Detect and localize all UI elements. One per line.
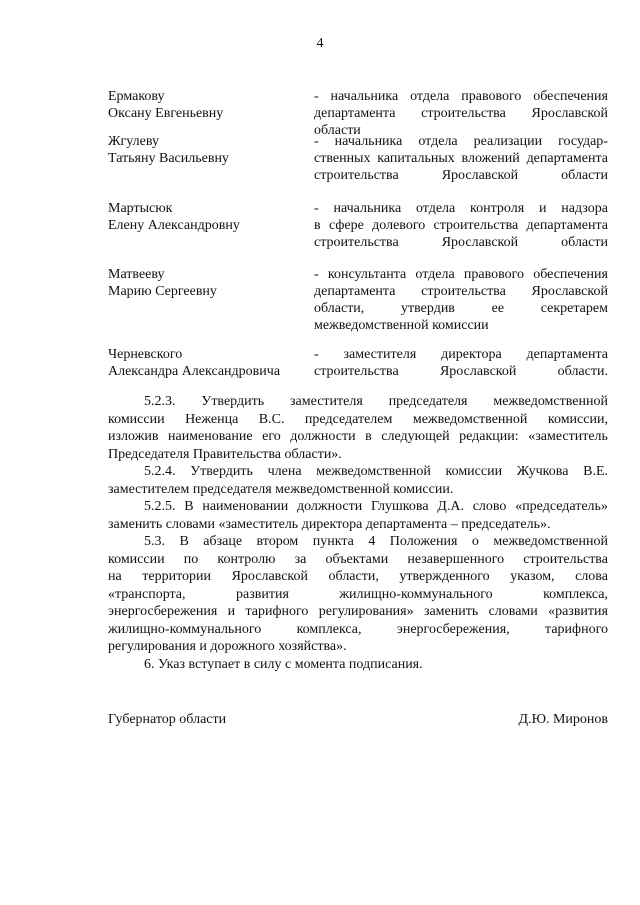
paragraph-line [108, 428, 608, 446]
word: в [365, 429, 372, 444]
word: Ярославской [531, 106, 608, 121]
word: В.С. [258, 411, 285, 427]
appointee-name-line: Оксану Евгеньевну [108, 106, 224, 121]
page-number: 4 [316, 36, 324, 51]
word: Ярославской [439, 364, 517, 379]
paragraph-line [108, 481, 608, 499]
word: заместителем председателя межведомственной комиссии. [108, 481, 454, 497]
word: о [471, 534, 479, 549]
word: указом, [510, 569, 555, 584]
word: правового [461, 89, 522, 104]
word: наименовании [202, 499, 289, 514]
paragraph-line [108, 533, 608, 551]
word: в [314, 218, 321, 233]
word: Положения [389, 534, 458, 549]
word: тарифного [545, 621, 608, 637]
word: 5.3. [144, 534, 165, 549]
word: заменить словами «заместитель директора департамента – председатель». [108, 516, 551, 532]
appointee-name-line: Ермакову [108, 89, 165, 104]
appointee-name [108, 200, 308, 234]
word: строительства [523, 551, 608, 567]
word: долевого [372, 218, 426, 233]
word: комиссии [108, 411, 165, 427]
word: энергосбережения, [396, 621, 510, 637]
word: строительства [421, 106, 506, 121]
paragraph-line [108, 446, 608, 464]
position-line [314, 283, 608, 300]
word: начальника [333, 201, 402, 216]
word: Утвердить [190, 464, 253, 479]
word: «заместитель [528, 429, 608, 444]
word: «председатель» [515, 499, 608, 514]
word: - [314, 267, 319, 282]
word: реализации [473, 134, 543, 149]
appointee-name-line: Мартысюк [108, 201, 173, 216]
word: департамента [314, 284, 396, 299]
word: незавершенного [407, 551, 505, 567]
word: вложений [461, 151, 520, 166]
word: В [184, 499, 194, 514]
word: секретарем [540, 301, 608, 316]
word: области. [557, 364, 608, 379]
position-line [314, 217, 608, 234]
appointee-name-line: Жгулеву [108, 134, 160, 149]
word: «развития [548, 604, 608, 619]
word: обеспечения [533, 89, 608, 104]
word: 6. Указ вступает в силу с момента подписания. [144, 656, 423, 672]
decree-paragraph [108, 463, 608, 498]
word: редакции: [459, 429, 519, 444]
word: изложив [108, 429, 159, 444]
word: жилищно-коммунального [339, 586, 493, 602]
word: - [314, 134, 319, 149]
word: межведомственной [493, 394, 608, 409]
word: «транспорта, [108, 586, 186, 602]
paragraph-line [108, 498, 608, 516]
word: территории [142, 569, 212, 584]
word: надзора [561, 201, 608, 216]
paragraph-line [108, 516, 608, 534]
word: словами [488, 604, 538, 619]
word: Ярославской [531, 284, 608, 299]
signatory-title: Губернатор области [108, 712, 227, 727]
word: В [179, 534, 189, 549]
appointee-position [314, 346, 608, 380]
appointee-name-line: Марию Сергеевну [108, 284, 217, 299]
word: ее [491, 301, 505, 316]
position-line [314, 88, 608, 105]
paragraph-line [108, 621, 608, 639]
word: комиссии, [547, 411, 608, 427]
word: строительства [314, 235, 399, 250]
word: слово [472, 499, 507, 514]
word: следующей [381, 429, 450, 444]
word: Жучкова [516, 464, 569, 479]
word: жилищно-коммунального [108, 621, 262, 637]
word: строительства [421, 284, 506, 299]
position-line [314, 200, 608, 217]
decree-paragraph [108, 533, 608, 656]
paragraph-line [108, 393, 608, 411]
position-line [314, 167, 608, 184]
word: 5.2.4. [144, 464, 176, 479]
word: государ- [558, 134, 608, 149]
word: области, [328, 569, 379, 584]
word: регулирования» [318, 604, 414, 619]
position-line [314, 133, 608, 150]
decree-paragraph [108, 498, 608, 533]
word: отдела [410, 89, 450, 104]
position-line [314, 317, 608, 334]
word: 5.2.5. [144, 499, 176, 514]
word: комплекса, [543, 586, 608, 602]
word: правового [463, 267, 525, 282]
word: межведомственной [316, 464, 431, 479]
position-line [314, 150, 608, 167]
word: контролю [217, 551, 276, 567]
word: утвержденного [399, 569, 490, 584]
appointee-name-line: Елену Александровну [108, 218, 240, 233]
word: 4 [368, 534, 376, 549]
word: его [262, 429, 281, 444]
paragraph-line [108, 586, 608, 604]
word: департамента [526, 151, 608, 166]
word: начальника [330, 89, 399, 104]
appointee-name [108, 346, 308, 380]
word: Председателя Правительства области». [108, 446, 342, 462]
word: обеспечения [533, 267, 608, 282]
appointee-name-line: Матвееву [108, 267, 165, 282]
paragraph-line [108, 638, 608, 656]
paragraph-line [108, 463, 608, 481]
position-line [314, 363, 608, 380]
word: должности [290, 429, 356, 444]
appointee-position [314, 88, 608, 139]
word: межведомственной [412, 411, 528, 427]
paragraph-line [108, 411, 608, 429]
word: межведомственной [493, 534, 608, 549]
word: пункта [312, 534, 354, 549]
word: заместителя [290, 394, 363, 409]
appointee-name [108, 88, 308, 122]
word: комиссии [108, 551, 165, 567]
position-line [314, 105, 608, 122]
word: Ярославской [441, 168, 519, 183]
position-line [314, 346, 608, 363]
word: Ярославской [231, 569, 308, 584]
appointee-name-line: Черневского [108, 347, 183, 362]
paragraph-line [108, 568, 608, 586]
word: начальника [334, 134, 403, 149]
word: Утвердить [201, 394, 265, 409]
word: развития [236, 586, 289, 602]
word: наименование [167, 429, 253, 444]
word: тарифного [245, 604, 309, 619]
position-line [314, 300, 608, 317]
word: слова [575, 569, 608, 584]
word: председателя [388, 394, 468, 409]
word: директора [441, 347, 502, 362]
appointee-name-line: Татьяну Васильевну [108, 151, 229, 166]
word: утвердив [401, 301, 455, 316]
word: строительства [314, 168, 399, 183]
word: комплекса, [296, 621, 362, 637]
word: межведомственной [314, 318, 429, 333]
word: Ярославской [441, 235, 519, 250]
word: департамента [526, 347, 608, 362]
word: департамента [526, 218, 608, 233]
word: ственных [314, 151, 371, 166]
decree-paragraph [108, 656, 608, 674]
word: абзаце [203, 534, 243, 549]
appointee-name-line: Александра Александровича [108, 364, 281, 379]
word: за [294, 551, 307, 567]
word: - [314, 201, 319, 216]
position-line [314, 266, 608, 283]
word: строительства [314, 364, 399, 379]
word: 5.2.3. [144, 394, 176, 409]
signatory-name: Д.Ю. Миронов [518, 712, 608, 727]
word: заменить [423, 604, 479, 619]
word: отдела [418, 134, 458, 149]
word: заместителя [343, 347, 417, 362]
word: контроля [470, 201, 525, 216]
position-line [314, 234, 608, 251]
word: регулирования и дорожного хозяйства». [108, 639, 347, 654]
word: капитальных [377, 151, 455, 166]
appointee-name [108, 266, 308, 300]
word: отдела [415, 267, 455, 282]
paragraph-line [108, 603, 608, 621]
word: консультанта [327, 267, 407, 282]
paragraph-line [108, 551, 608, 569]
decree-body [108, 393, 608, 673]
word: области [561, 168, 608, 183]
word: члена [267, 464, 302, 479]
appointee-position [314, 133, 608, 184]
appointee-name [108, 133, 308, 167]
word: и [538, 201, 547, 216]
word: энергосбережения [108, 604, 218, 619]
word: Глушкова [371, 499, 429, 514]
word: области [561, 235, 608, 250]
word: области [314, 123, 361, 138]
word: строительства [433, 218, 519, 233]
word: департамента [314, 106, 396, 121]
word: должности [296, 499, 363, 514]
word: на [108, 569, 122, 584]
word: и [227, 604, 236, 619]
decree-paragraph [108, 393, 608, 463]
word: Неженца [185, 411, 239, 427]
word: отдела [415, 201, 456, 216]
signature-block [108, 712, 608, 728]
word: по [183, 551, 199, 567]
paragraph-line [108, 656, 608, 674]
appointee-position [314, 266, 608, 334]
word: - [314, 347, 319, 362]
word: сфере [328, 218, 364, 233]
word: комиссии [432, 318, 489, 333]
word: председателем [304, 411, 393, 427]
word: Д.А. [437, 499, 464, 514]
word: объектами [325, 551, 389, 567]
appointee-position [314, 200, 608, 251]
word: втором [256, 534, 299, 549]
word: - [314, 89, 319, 104]
word: комиссии [445, 464, 503, 479]
word: области, [314, 301, 365, 316]
word: В.Е. [583, 464, 608, 479]
